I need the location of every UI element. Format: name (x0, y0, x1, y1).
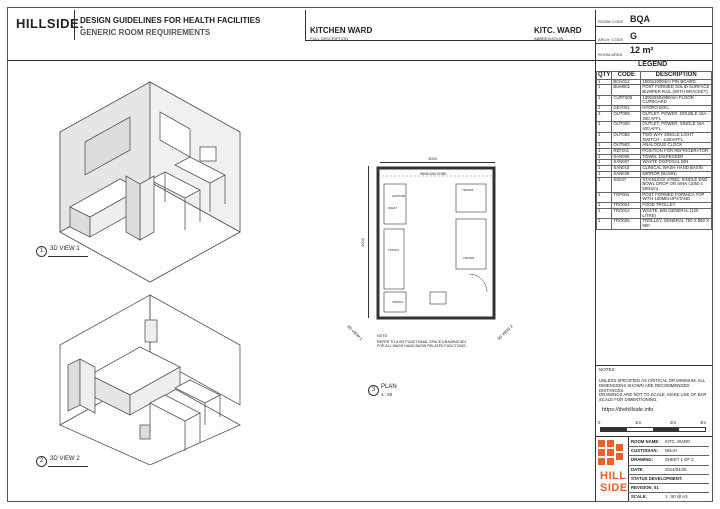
plan-ss047: SS047 (388, 206, 398, 210)
title-block-value: 1 : 50 @ A3 (665, 494, 688, 500)
hillside-logo-icon (598, 440, 624, 468)
legend-description: 1500x1000mm PIN BOARD (641, 79, 712, 85)
isometric-view-1 (50, 72, 250, 292)
plan-number: 3 (368, 385, 379, 396)
legend-description: OUTLET, POWER, SINGLE 16A 400 AFFL (641, 122, 712, 132)
title-block-key: CUSTODIAN: (631, 448, 658, 454)
room-area-label: ROOM AREA (598, 52, 623, 57)
room-name-caption: FULL DESCRIPTION (310, 36, 349, 41)
scale-tick-1: 1m (635, 420, 641, 425)
title-block-row (628, 492, 709, 502)
view2-number: 2 (36, 456, 47, 467)
legend-qty: 1 (597, 95, 612, 105)
plan-width-dim: 3000 (428, 156, 437, 161)
legend-qty: 1 (597, 148, 612, 154)
legend-description: POST FORMED FORMICA TOP WITH 100MM UPSTAND (641, 192, 712, 202)
header-divider (595, 10, 596, 60)
legend-col-qty: QTY (598, 72, 611, 78)
legend-description: POST FORMED SOLID SURFACE BUMPER RAIL (WITH BRACKET) (641, 85, 712, 95)
legend-description: CLINICAL WASH HAND BASIN (641, 166, 712, 172)
legend-row (597, 122, 712, 132)
title-block-key: STATUS DEVELOPMENT: (631, 475, 683, 481)
arch-code-label: ARCH. CODE (598, 37, 624, 42)
legend-code: TRO004 (612, 203, 641, 209)
legend-qty: 1 (597, 171, 612, 177)
legend-qty: 1 (597, 79, 612, 85)
legend-row (597, 85, 712, 95)
legend-qty: 1 (597, 85, 612, 95)
legend-qty: 1 (597, 154, 612, 160)
plan-tro004: TRO004 (463, 256, 475, 260)
plan-height-dim: 4000 (359, 238, 365, 247)
plan-cupf005: CUPF005 (392, 194, 406, 198)
doc-title: DESIGN GUIDELINES FOR HEALTH FACILITIES (80, 16, 261, 25)
legend-code: CUPF005 (612, 95, 641, 105)
plan-tro025: TRO025 (462, 188, 474, 192)
legend-code: OUT058 (612, 132, 641, 142)
logo-text-side: SIDE (600, 482, 628, 494)
title-block-value: KITC. WARD (665, 439, 691, 444)
title-block-key: SCALE: (631, 494, 647, 500)
section-marker-1: 3D VIEW 1 (346, 323, 364, 342)
legend-qty: 1 (597, 208, 612, 218)
plan-label: PLAN (381, 384, 397, 390)
notes-line-1: UNLESS SPECIFIED AS CRITICAL OR MINIMUM, ALL DIMENSIONS SHOWN ARE RECOMMENDED DISTANCES. (599, 378, 706, 394)
legend-code: OUT009 (612, 111, 641, 121)
room-name: KITCHEN WARD (310, 26, 373, 35)
legend-description: TWO WAY SINGLE LIGHT SWITCH - 1400AFFL (641, 132, 712, 142)
legend-code: BUM001 (612, 85, 641, 95)
plan-scale: 1 : 50 (381, 392, 393, 397)
header-underline (305, 40, 595, 41)
legend-row (597, 177, 712, 192)
title-block-key: DRAWING: (631, 457, 654, 463)
legend-qty: 1 (597, 160, 612, 166)
view2-label: 3D VIEW 2 (50, 456, 80, 462)
logo-text-hill: HILL (600, 470, 627, 482)
scale-tick-3: 3m (700, 420, 706, 425)
legend-description: ANALOGUE CLOCK (641, 143, 712, 149)
section-marker-2: 3D VIEW 2 (496, 323, 514, 342)
legend-table (596, 71, 712, 230)
doc-subtitle: GENERIC ROOM REQUIREMENTS (80, 28, 211, 37)
legend-description: TOWEL DISPENSER (641, 154, 712, 160)
view1-number: 1 (36, 246, 47, 257)
legend-qty: 1 (597, 177, 612, 192)
legend-code: REF001 (612, 148, 641, 154)
floor-plan (374, 164, 498, 322)
room-area: 12 m² (630, 45, 654, 55)
header-line (595, 26, 712, 27)
room-code: BQA (630, 14, 650, 24)
plan-window-zone: WINDOW ZONE (420, 172, 447, 176)
legend-code: OUT583 (612, 143, 641, 149)
legend-description: WASTE, BIN GENERAL (120 LITRE) (641, 208, 712, 218)
title-block-key: DATE: (631, 466, 644, 472)
notes-title: NOTES: (599, 367, 616, 372)
title-block-value: 2014/04/25 (665, 466, 687, 472)
legend-qty: 1 (597, 203, 612, 209)
plan-note-title: NOTE: (377, 334, 388, 338)
legend-description: MIRROR (BASIN) (641, 171, 712, 177)
header-divider (74, 10, 75, 40)
legend-qty: 3 (597, 111, 612, 121)
legend-row (597, 192, 712, 202)
legend-code: SS047 (612, 177, 641, 192)
legend-code: TRO012 (612, 208, 641, 218)
legend-code: BOA012 (612, 79, 641, 85)
dimension-line (380, 162, 495, 163)
brand-title: HILLSIDE: (16, 16, 85, 31)
legend-col-description: DESCRIPTION (641, 72, 712, 80)
legend-code: SAN015 (612, 166, 641, 172)
legend-description: FOOD TROLLEY (641, 203, 712, 209)
title-block-value: NDoH (665, 448, 677, 454)
legend-code: GEY001 (612, 106, 641, 112)
legend-description: WASTE DISPOSAL BIN (641, 160, 712, 166)
label-underline (48, 256, 88, 257)
scale-bar (600, 427, 706, 432)
notes-line-2: DRAWINGS ARE NOT TO SCALE, MAKE USE OF BAR SCALE FOR DIMENTIONING. (599, 392, 707, 403)
legend-qty: 1 (597, 122, 612, 132)
legend-code: TRO025 (612, 219, 641, 229)
legend-row (597, 208, 712, 218)
legend-description: OUTLET, POWER, DOUBLE 16A - 400 AFFL (641, 111, 712, 121)
header-divider (305, 10, 306, 40)
notes-line (595, 365, 712, 366)
legend-qty: 1 (597, 143, 612, 149)
legend-col-code: CODE (612, 72, 641, 80)
scale-tick-2: 2m (670, 420, 676, 425)
arch-code: G (630, 31, 638, 41)
room-code-label: ROOM CODE (598, 19, 624, 24)
legend-qty: 1 (597, 106, 612, 112)
title-block-value: SHEET 1 OF 2 (665, 457, 694, 463)
legend-code: SAN006 (612, 154, 641, 160)
legend-description: TROLLEY, GENERAL 750 X 550 X 900 (641, 219, 712, 229)
legend-qty: 1 (597, 219, 612, 229)
label-underline (48, 466, 88, 467)
legend-qty: 1 (597, 166, 612, 172)
legend-code: OUT030 (612, 122, 641, 132)
title-block-key: ROOM NAME: (631, 439, 660, 444)
plan-note-body: REFER TO IUSS FUNCTIONAL SPACE DRAWING 801 FOR ALL WASH HAND BASIN RELATED FUNCTIONS. (377, 340, 467, 349)
isometric-view-2 (50, 285, 250, 465)
dimension-line (368, 166, 369, 318)
legend-qty: 1 (597, 192, 612, 202)
legend-row (597, 219, 712, 229)
legend-description: POSITION FOR REFRIGERATOR (641, 148, 712, 154)
legend-row (597, 111, 712, 121)
plan-top001: TOP001 (388, 248, 400, 252)
legend-code: SAN007 (612, 160, 641, 166)
legend-description: STAINLESS STEEL SINGLE END BOWL DROP ON SINK (1050 x 500mm) (641, 177, 712, 192)
header-bottom-line (7, 60, 712, 61)
plan-tro012: TRO012 (392, 300, 404, 304)
room-abbreviation: KITC. WARD (534, 26, 582, 35)
legend-description: HYDRO BOIL (641, 106, 712, 112)
legend-code: SAN036 (612, 171, 641, 177)
legend-description: 1000x550x880mm FLOOR CUPBOARD (641, 95, 712, 105)
header-line (595, 43, 712, 44)
legend-title: LEGEND (638, 61, 668, 68)
legend-qty: 1 (597, 132, 612, 142)
view1-label: 3D VIEW 1 (50, 246, 80, 252)
scale-tick-0: 0 (598, 420, 601, 425)
legend-row (597, 132, 712, 142)
title-block-key: REVISION_01 (631, 485, 659, 490)
legend-code: TOP001 (612, 192, 641, 202)
legend-row (597, 95, 712, 105)
website-url[interactable]: https://thehillside.info (602, 407, 654, 413)
abbreviation-caption: ABBREVIATION (534, 36, 564, 41)
